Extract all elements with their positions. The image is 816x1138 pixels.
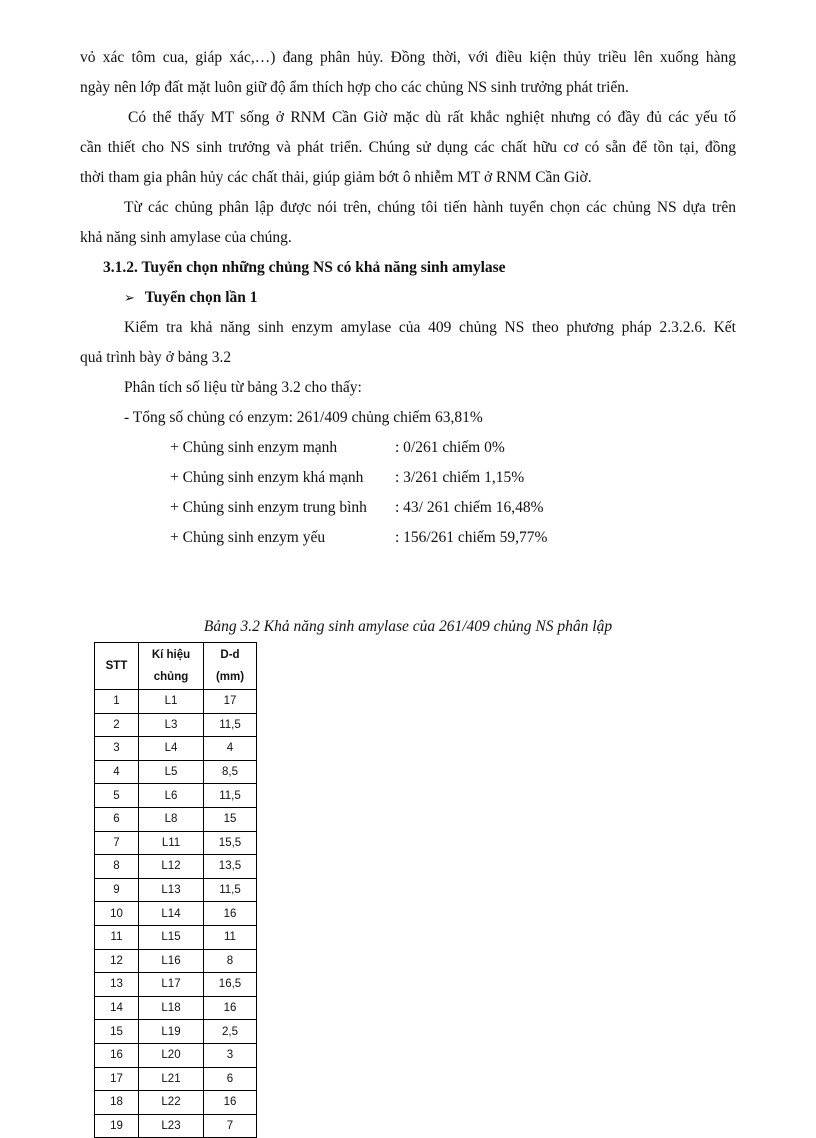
cell-strain-code: L13 [139, 878, 204, 902]
cell-stt: 18 [95, 1091, 139, 1115]
subheading-text: Tuyển chọn lần 1 [144, 289, 258, 306]
table-row [95, 831, 257, 855]
table-row [95, 1020, 257, 1044]
cell-stt: 10 [95, 902, 139, 926]
stat-label: + Chủng sinh enzym trung bình [170, 499, 367, 516]
cell-dd: 13,5 [204, 855, 257, 879]
cell-dd: 4 [204, 737, 257, 761]
cell-dd: 16 [204, 902, 257, 926]
stat-label: + Chủng sinh enzym yếu [170, 529, 326, 546]
cell-dd: 16 [204, 1091, 257, 1115]
cell-dd: 15 [204, 807, 257, 831]
stat-label: + Chủng sinh enzym khá mạnh [170, 469, 364, 486]
cell-strain-code: L1 [139, 690, 204, 714]
cell-stt: 15 [95, 1020, 139, 1044]
cell-stt: 13 [95, 973, 139, 997]
table-row [95, 1114, 257, 1138]
paragraph-line: Kiểm tra khả năng sinh enzym amylase của 409 chủng NS theo phương pháp 2.3.2.6. Kết [124, 319, 736, 336]
table-caption: Bảng 3.2 Khả năng sinh amylase của 261/409 chủng NS phân lập [203, 618, 613, 635]
cell-dd: 7 [204, 1114, 257, 1138]
table-row [95, 973, 257, 997]
cell-stt: 2 [95, 713, 139, 737]
table-row [95, 855, 257, 879]
cell-strain-code: L4 [139, 737, 204, 761]
cell-dd: 16 [204, 996, 257, 1020]
cell-dd: 11,5 [204, 713, 257, 737]
table-row [95, 925, 257, 949]
subheading [124, 288, 258, 309]
paragraph-line: thời tham gia phân hủy các chất thải, giúp giảm bớt ô nhiễm MT ở RNM Cần Giờ. [80, 169, 592, 186]
cell-stt: 3 [95, 737, 139, 761]
stat-label: + Chủng sinh enzym mạnh [170, 439, 338, 456]
cell-stt: 1 [95, 690, 139, 714]
amylase-table [94, 642, 257, 1138]
table-row [95, 737, 257, 761]
cell-stt: 19 [95, 1114, 139, 1138]
cell-stt: 17 [95, 1067, 139, 1091]
table-row [95, 1043, 257, 1067]
table-row [95, 1091, 257, 1115]
header-strain-code-line2: chủng [153, 671, 189, 683]
cell-strain-code: L15 [139, 925, 204, 949]
cell-strain-code: L18 [139, 996, 204, 1020]
table-row [95, 713, 257, 737]
cell-dd: 8,5 [204, 760, 257, 784]
cell-stt: 16 [95, 1043, 139, 1067]
cell-stt: 12 [95, 949, 139, 973]
cell-dd: 17 [204, 690, 257, 714]
arrow-bullet-icon: ➢ [124, 291, 135, 306]
cell-dd: 2,5 [204, 1020, 257, 1044]
table-body [95, 690, 257, 1138]
cell-stt: 7 [95, 831, 139, 855]
stat-value: : 3/261 chiếm 1,15% [395, 469, 525, 486]
table-row [95, 996, 257, 1020]
cell-strain-code: L17 [139, 973, 204, 997]
cell-dd: 11,5 [204, 878, 257, 902]
paragraph-line: Từ các chủng phân lập được nói trên, chúng tôi tiến hành tuyển chọn các chủng NS dựa trên [124, 199, 736, 216]
paragraph-line: khả năng sinh amylase của chúng. [80, 229, 292, 246]
paragraph-line: ngày nên lớp đất mặt luôn giữ độ ẩm thích hợp cho các chủng NS sinh trưởng phát triển. [80, 79, 629, 96]
cell-strain-code: L19 [139, 1020, 204, 1044]
stat-value: : 0/261 chiếm 0% [395, 439, 505, 456]
cell-stt: 5 [95, 784, 139, 808]
table-row [95, 1067, 257, 1091]
cell-strain-code: L22 [139, 1091, 204, 1115]
table-row [95, 902, 257, 926]
cell-dd: 11,5 [204, 784, 257, 808]
cell-stt: 9 [95, 878, 139, 902]
paragraph-line: - Tổng số chủng có enzym: 261/409 chủng chiếm 63,81% [124, 409, 483, 426]
cell-dd: 3 [204, 1043, 257, 1067]
table-row [95, 878, 257, 902]
cell-strain-code: L12 [139, 855, 204, 879]
cell-strain-code: L11 [139, 831, 204, 855]
cell-strain-code: L23 [139, 1114, 204, 1138]
table-row [95, 784, 257, 808]
cell-dd: 15,5 [204, 831, 257, 855]
cell-dd: 6 [204, 1067, 257, 1091]
table-header-row [95, 643, 257, 690]
cell-strain-code: L5 [139, 760, 204, 784]
cell-strain-code: L3 [139, 713, 204, 737]
header-stt: STT [95, 643, 139, 690]
table-row [95, 949, 257, 973]
cell-strain-code: L16 [139, 949, 204, 973]
table-row [95, 807, 257, 831]
paragraph-line: quả trình bày ở bảng 3.2 [80, 349, 232, 366]
cell-strain-code: L14 [139, 902, 204, 926]
cell-dd: 8 [204, 949, 257, 973]
header-dd-line2: (mm) [215, 671, 245, 683]
paragraph-line: cần thiết cho NS sinh trưởng và phát triển. Chúng sử dụng các chất hữu cơ có sẵn để tồn tại, đồng [80, 139, 736, 156]
header-dd-line1: D-d [220, 649, 240, 661]
header-dd [204, 643, 257, 690]
cell-strain-code: L20 [139, 1043, 204, 1067]
cell-dd: 11 [204, 925, 257, 949]
header-strain-code-line1: Kí hiệu [151, 649, 191, 661]
cell-stt: 14 [95, 996, 139, 1020]
cell-stt: 11 [95, 925, 139, 949]
table-row [95, 690, 257, 714]
paragraph-line: vỏ xác tôm cua, giáp xác,…) đang phân hủy. Đồng thời, với điều kiện thủy triều lên xuống hàng [80, 49, 736, 66]
cell-dd: 16,5 [204, 973, 257, 997]
cell-stt: 6 [95, 807, 139, 831]
cell-strain-code: L8 [139, 807, 204, 831]
stat-value: : 43/ 261 chiếm 16,48% [395, 499, 544, 516]
paragraph-line: Có thể thấy MT sống ở RNM Cần Giờ mặc dù rất khắc nghiệt nhưng có đầy đủ các yếu tố [128, 109, 736, 126]
section-heading: 3.1.2. Tuyển chọn những chủng NS có khả năng sinh amylase [103, 259, 506, 276]
cell-stt: 8 [95, 855, 139, 879]
cell-strain-code: L21 [139, 1067, 204, 1091]
cell-stt: 4 [95, 760, 139, 784]
header-strain-code [139, 643, 204, 690]
table-row [95, 760, 257, 784]
stat-value: : 156/261 chiếm 59,77% [395, 529, 548, 546]
cell-strain-code: L6 [139, 784, 204, 808]
paragraph-line: Phân tích số liệu từ bảng 3.2 cho thấy: [124, 379, 362, 396]
